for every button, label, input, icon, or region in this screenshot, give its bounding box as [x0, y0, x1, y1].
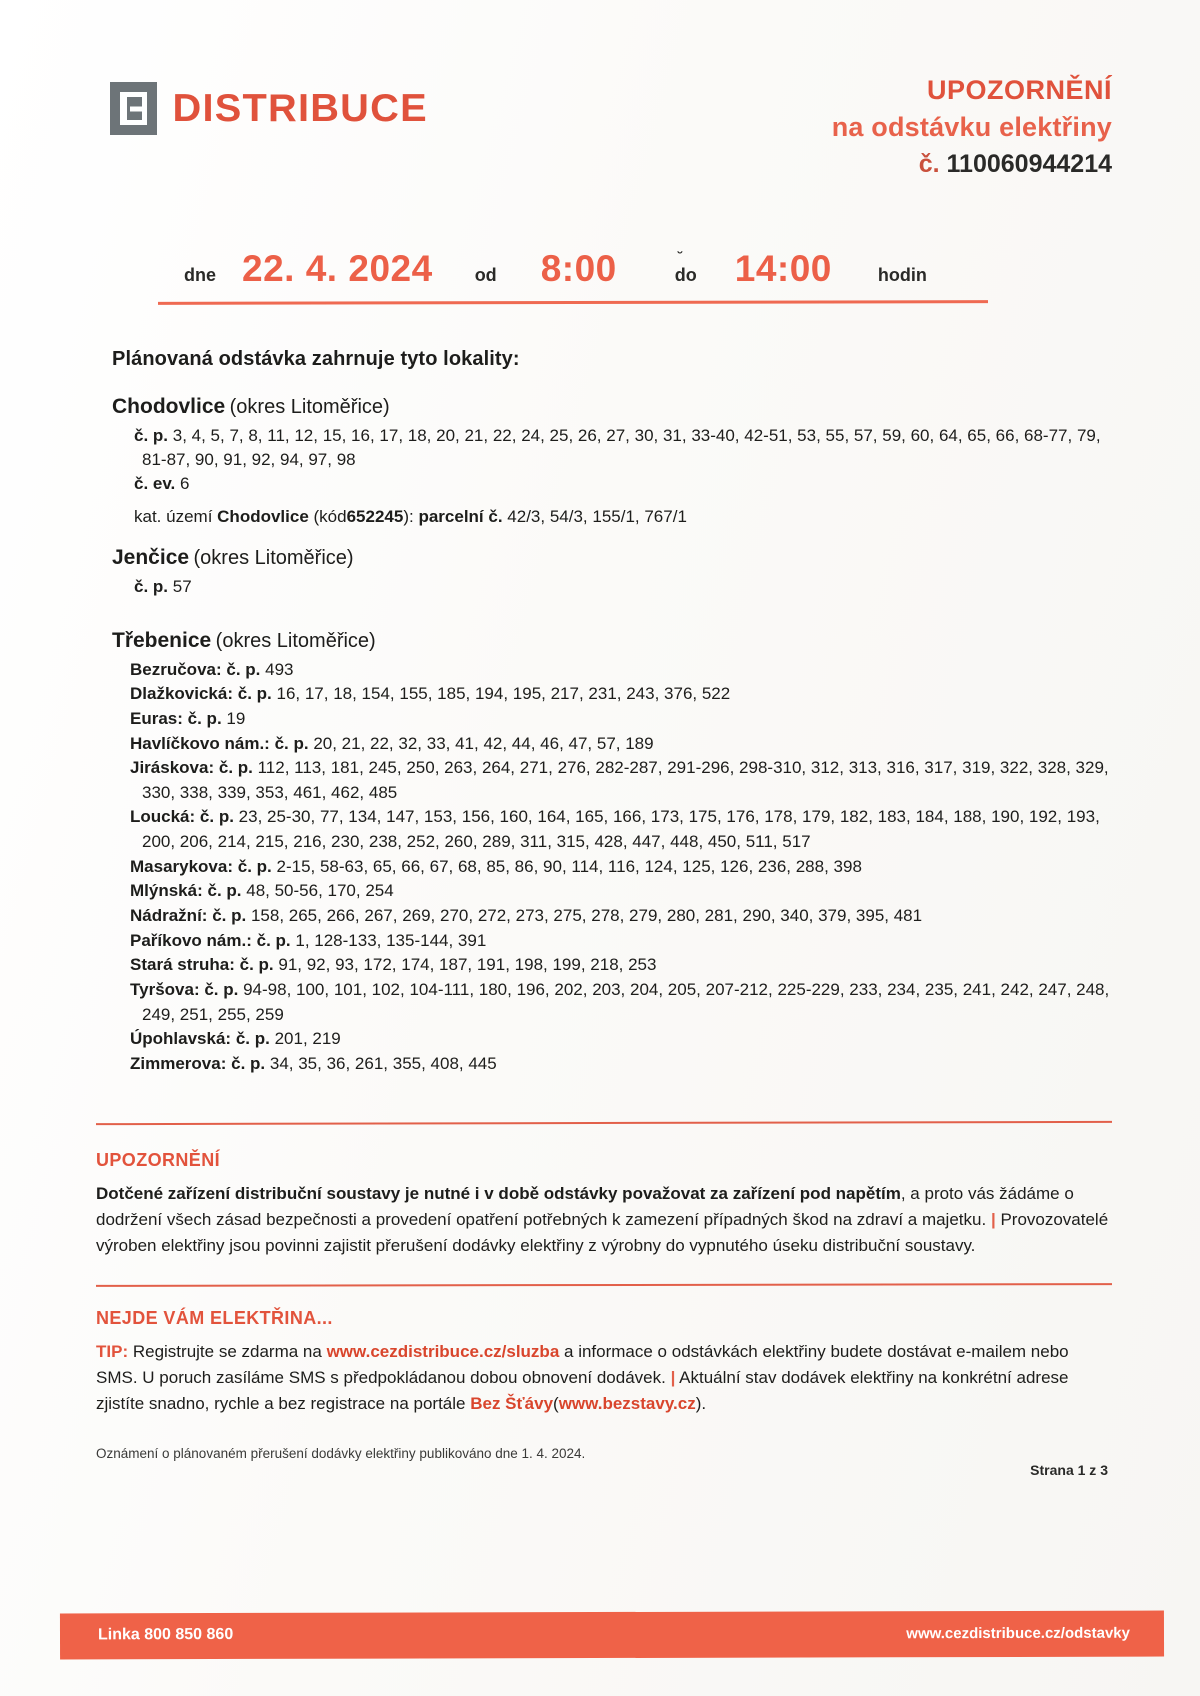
municipality-heading: [112, 629, 1114, 653]
house-number-values: 112, 113, 181, 245, 250, 263, 264, 271, 276, 282-287, 291-296, 298-310, 312, 313, 316, 317, 319, 322, 328, 329, 330, 338, 339, 353, 461, 462, 485: [142, 758, 1109, 802]
street-name: Masarykova:: [130, 856, 234, 876]
notice-number-prefix: č.: [918, 149, 940, 178]
notice1-tail: Provozovatelé výroben elektřiny jsou povinni zajistit přerušení dodávky elektřiny z výrobny do vypnutého úseku distribuční soustavy.: [96, 1209, 1109, 1255]
street-row: [112, 953, 1114, 978]
outage-date: 22. 4. 2024: [242, 248, 433, 289]
notice1-bold: Dotčené zařízení distribuční soustavy je nutné i v době odstávky považovat za zařízení pod napětím: [96, 1184, 901, 1203]
notice1-body: [96, 1181, 1112, 1258]
notice-heading-line2: na odstávku elektřiny: [831, 111, 1112, 142]
street-row: [112, 707, 1114, 732]
house-number-values: 57: [172, 576, 192, 596]
notice2-seg3: Aktuální stav dodávek elektřiny na konkrétní adrese zjistíte snadno, rychle a bez registrace na portále: [96, 1368, 1069, 1414]
street-name: Jiráskova:: [130, 758, 215, 778]
footer-bar: [60, 1611, 1164, 1660]
notice2-title: NEJDE VÁM ELEKTŘINA...: [96, 1308, 333, 1329]
intro-text: Plánovaná odstávka zahrnuje tyto lokality:: [112, 348, 520, 370]
house-number-line: [120, 424, 1114, 472]
label-do: ˘ do: [674, 249, 697, 285]
divider: [96, 1121, 1112, 1125]
label-hodin: hodin: [877, 265, 927, 285]
house-number-label: č. p.: [237, 684, 272, 704]
house-number-values: 493: [265, 659, 294, 679]
parcel-label: parcelní č.: [418, 507, 503, 527]
house-number-values: 48, 50-56, 170, 254: [246, 881, 394, 901]
house-number-values: 16, 17, 18, 154, 155, 185, 194, 195, 217, 231, 243, 376, 522: [276, 684, 731, 704]
municipality-name: Třebenice: [112, 628, 212, 652]
notice1-rest: , a proto vás žádáme o dodržení všech zásad bezpečnosti a provedení opatření potřebných k zamezení případných škod na zdraví a majetku.: [96, 1184, 1074, 1229]
municipality-district: (okres Litoměřice): [229, 396, 390, 418]
portal-link[interactable]: www.bezstavy.cz: [558, 1394, 696, 1414]
notice-number-line: [832, 149, 1112, 180]
house-number-label: č. p.: [274, 733, 309, 753]
brand-logo: [110, 82, 428, 135]
house-number-values: 23, 25-30, 77, 134, 147, 153, 156, 160, 164, 165, 166, 173, 175, 176, 178, 179, 182, 183, 184, 188, 190, 192, 193, 200, 206, 214, 215, 216, 230, 238, 252, 260, 289, 311, 315, 428, 447, 448, 450, 511, 517: [142, 807, 1100, 852]
house-number-label: č. p.: [212, 906, 247, 926]
house-number-label: č. p.: [134, 426, 169, 445]
street-name: Zimmerova:: [130, 1053, 227, 1073]
cadastral-area: Chodovlice: [217, 507, 309, 527]
outage-datetime-bar: [158, 248, 988, 304]
notice-heading-line1: UPOZORNĚNÍ: [926, 75, 1112, 105]
street-name: Nádražní:: [130, 906, 208, 926]
support-phone: Linka 800 850 860: [97, 1625, 234, 1644]
house-number-label: č. p.: [226, 659, 261, 679]
brand-name: DISTRIBUCE: [172, 86, 428, 130]
parcel-values: 42/3, 54/3, 155/1, 767/1: [507, 507, 687, 527]
municipality-block: [112, 629, 1114, 1077]
label-dne: dne: [184, 265, 217, 285]
street-name: Tyršova:: [130, 979, 200, 999]
cez-logo-icon: [110, 82, 157, 135]
street-row: [112, 978, 1114, 1027]
house-number-label: č. p.: [237, 856, 272, 876]
street-row: [112, 904, 1114, 929]
municipality-heading: [112, 395, 1114, 419]
street-name: Stará struha:: [130, 955, 235, 975]
datebar-underline: [158, 300, 988, 305]
municipality-name: Jenčice: [112, 545, 190, 569]
service-link[interactable]: www.cezdistribuce.cz/sluzba: [326, 1342, 560, 1362]
street-row: [112, 929, 1114, 954]
notices-section: [96, 1122, 1112, 1417]
house-number-label: č. p.: [218, 758, 253, 778]
house-number-label: č. p.: [239, 955, 274, 975]
notice-number: 110060944214: [946, 149, 1112, 178]
evidence-number-line: [120, 472, 1114, 496]
house-number-label: č. p.: [134, 576, 169, 596]
street-name: Paříkovo nám.:: [130, 930, 252, 950]
pen-mark-icon: ˘: [677, 249, 683, 266]
street-row: [112, 1052, 1114, 1077]
evidence-number-values: 6: [180, 474, 190, 494]
house-number-values: 94-98, 100, 101, 102, 104-111, 180, 196, 202, 203, 204, 205, 207-212, 225-229, 233, 234, 235, 241, 242, 247, 248, 249, 251, 255, 259: [142, 979, 1110, 1024]
house-number-values: 2-15, 58-63, 65, 66, 67, 68, 85, 86, 90, 114, 116, 124, 125, 126, 236, 288, 398: [276, 856, 862, 876]
footer-website[interactable]: www.cezdistribuce.cz/odstavky: [906, 1624, 1131, 1643]
house-number-label: č. p.: [235, 1029, 270, 1049]
notice1-pipe: |: [990, 1209, 996, 1229]
house-number-values: 91, 92, 93, 172, 174, 187, 191, 198, 199, 218, 253: [278, 955, 657, 975]
street-name: Mlýnská:: [130, 881, 203, 901]
notice2-seg1: Registrujte se zdarma na: [132, 1342, 322, 1362]
publication-note: Oznámení o plánovaném přerušení dodávky elektřiny publikováno dne 1. 4. 2024.: [96, 1446, 586, 1461]
document-header: [110, 74, 1112, 199]
house-number-values: 1, 128-133, 135-144, 391: [295, 930, 487, 950]
street-name: Loucká:: [130, 807, 196, 827]
page-number: Strana 1 z 3: [1030, 1462, 1108, 1478]
house-number-values: 201, 219: [274, 1029, 341, 1049]
notice1-title: UPOZORNĚNÍ: [96, 1150, 221, 1170]
street-row: [112, 682, 1114, 707]
house-number-line: [120, 575, 1114, 599]
open-paren: (: [553, 1394, 559, 1414]
house-number-values: 20, 21, 22, 32, 33, 41, 42, 44, 46, 47, 57, 189: [313, 733, 654, 753]
cadastral-code-suffix: ):: [403, 507, 414, 527]
street-row: [112, 805, 1114, 854]
street-row: [112, 1027, 1114, 1052]
evidence-number-label: č. ev.: [134, 474, 176, 494]
street-row: [112, 879, 1114, 904]
municipality-name: Chodovlice: [112, 395, 226, 418]
street-row: [112, 658, 1114, 683]
municipality-block: [112, 546, 1114, 599]
tip-label: TIP:: [96, 1342, 129, 1362]
header-title-block: [832, 74, 1112, 179]
locality-list: [112, 348, 1114, 1093]
municipality-block: [112, 395, 1114, 530]
street-list: [112, 658, 1114, 1077]
cadastral-code: 652245: [346, 507, 404, 527]
house-number-label: č. p.: [256, 930, 291, 950]
house-number-label: č. p.: [204, 979, 239, 999]
house-number-values: 34, 35, 36, 261, 355, 408, 445: [269, 1053, 497, 1073]
street-row: [112, 756, 1114, 805]
label-od: od: [474, 265, 497, 285]
divider: [96, 1284, 1112, 1288]
street-name: Bezručova:: [130, 659, 222, 679]
house-number-values: 158, 265, 266, 267, 269, 270, 272, 273, 275, 278, 279, 280, 281, 290, 340, 379, 395, 481: [250, 906, 923, 926]
notice2-seg2: a informace o odstávkách elektřiny budete dostávat e-mailem nebo SMS. U poruch zasíláme SMS s předpokládanou dobou obnovení dodávek.: [96, 1342, 1069, 1388]
street-name: Dlažkovická:: [130, 684, 233, 704]
close-paren: ).: [695, 1394, 707, 1414]
street-row: [112, 732, 1114, 757]
outage-time-to: 14:00: [734, 248, 832, 289]
street-row: [112, 855, 1114, 880]
house-number-label: č. p.: [199, 807, 234, 827]
street-name: Úpohlavská:: [130, 1029, 232, 1049]
municipality-district: (okres Litoměřice): [193, 546, 354, 569]
portal-name: Bez Šťávy: [470, 1394, 554, 1414]
notice2-body: [96, 1339, 1112, 1416]
house-number-label: č. p.: [207, 881, 242, 901]
house-number-values: 19: [226, 708, 246, 728]
house-number-label: č. p.: [231, 1053, 266, 1073]
outage-time-from: 8:00: [540, 248, 617, 289]
cadastral-line: [120, 505, 1114, 529]
notice2-pipe: |: [670, 1368, 676, 1388]
cadastral-code-label: (kód: [313, 507, 347, 527]
cadastral-prefix: kat. území: [134, 507, 213, 527]
house-number-values: 3, 4, 5, 7, 8, 11, 12, 15, 16, 17, 18, 20, 21, 22, 24, 25, 26, 27, 30, 31, 33-40, 42-51, 53, 55, 57, 59, 60, 64, 65, 66, 68-77, 79, 81-87, 90, 91, 92, 94, 97, 98: [142, 426, 1101, 470]
street-name: Euras:: [130, 708, 183, 728]
street-name: Havlíčkovo nám.:: [130, 733, 270, 753]
house-number-label: č. p.: [187, 708, 222, 728]
municipality-heading: [112, 546, 1114, 570]
municipality-district: (okres Litoměřice): [215, 629, 376, 652]
